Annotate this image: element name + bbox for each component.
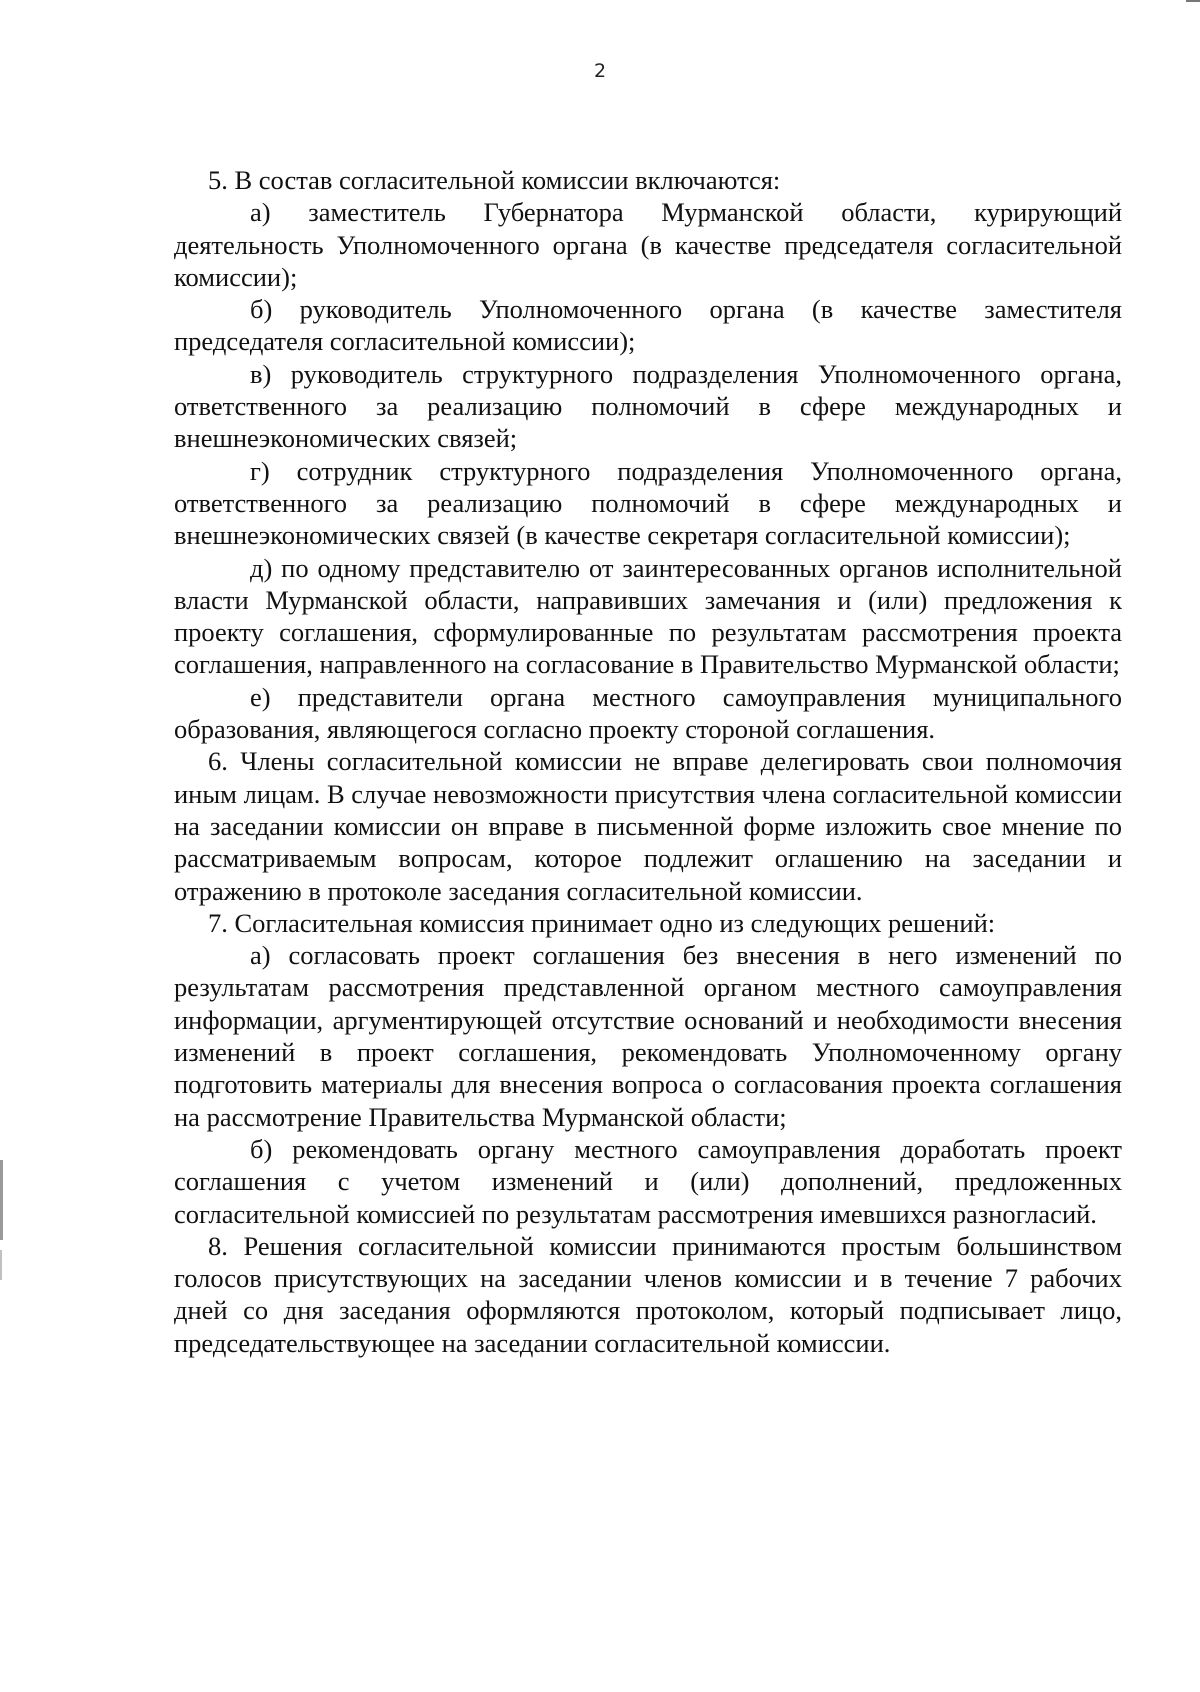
page-number: 2 (593, 60, 607, 82)
paragraph-5b: б) руководитель Уполномоченного органа (в качестве заместителя председателя согласительной комиссии); (174, 294, 1122, 357)
paragraph-7b: б) рекомендовать органу местного самоуправления доработать проект соглашения с учетом изменений и (или) дополнений, предложенных согласительной комиссией по результатам рассмотрения имевшихся разногласий. (174, 1133, 1122, 1229)
paragraph-5a: а) заместитель Губернатора Мурманской области, курирующий деятельность Уполномоченного органа (в качестве председателя согласительной комиссии); (174, 197, 1122, 292)
paragraph-5d: д) по одному представителю от заинтересованных органов исполнительной власти Мурманской области, направивших замечания и (или) предложения к проекту соглашения, сформулированные по результатам рассмотрения проекта соглашения, направленного на согласование в Правительство Мурманской области; (174, 552, 1122, 680)
paragraph-7: 7. Согласительная комиссия принимает одно из следующих решений: (208, 907, 996, 938)
scan-edge-mark (0, 1160, 3, 1240)
scan-corner-mark (1186, 0, 1200, 2)
paragraph-5v: в) руководитель структурного подразделения Уполномоченного органа, ответственного за реализацию полномочий в сфере международных и внешнеэкономических связей; (174, 358, 1122, 454)
paragraph-5e: е) представители органа местного самоуправления муниципального образования, являющегося согласно проекту стороной соглашения. (174, 681, 1122, 745)
paragraph-7a: а) согласовать проект соглашения без внесения в него изменений по результатам рассмотрения представленной органом местного самоуправления информации, аргументирующей отсутствие оснований и необходимости внесения изменений в проект соглашения, рекомендовать Уполномоченному органу подготовить материалы для внесения вопроса о согласования проекта соглашения на рассмотрение Правительства Мурманской области; (174, 940, 1122, 1132)
paragraph-8: 8. Решения согласительной комиссии принимаются простым большинством голосов присутствующих на заседании членов комиссии и в течение 7 рабочих дней со дня заседания оформляются протоколом, который подписывает лицо, председательствующее на заседании согласительной комиссии. (174, 1230, 1122, 1358)
scan-edge-mark-small (0, 1250, 2, 1280)
document-body (174, 164, 1122, 1359)
paragraph-5g: г) сотрудник структурного подразделения Уполномоченного органа, ответственного за реализацию полномочий в сфере международных и внешнеэкономических связей (в качестве секретаря согласительной комиссии); (174, 455, 1122, 551)
paragraph-6: 6. Члены согласительной комиссии не вправе делегировать свои полномочия иным лицам. В случае невозможности присутствия члена согласительной комиссии на заседании комиссии он вправе в письменной форме изложить свое мнение по рассматриваемым вопросам, которое подлежит оглашению на заседании и отражению в протоколе заседания согласительной комиссии. (174, 746, 1122, 906)
paragraph-5: 5. В состав согласительной комиссии включаются: (208, 165, 781, 195)
